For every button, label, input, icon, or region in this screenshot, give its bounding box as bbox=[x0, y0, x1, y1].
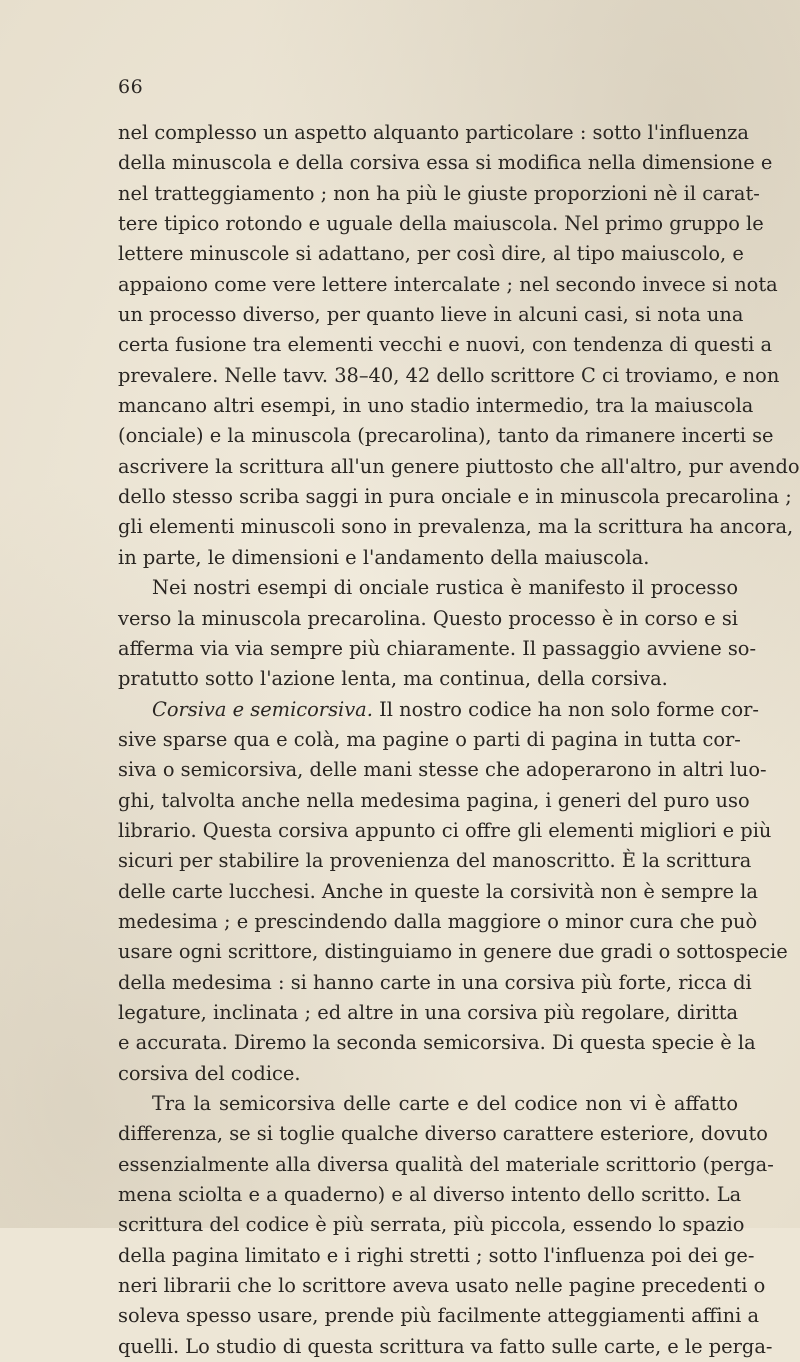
text-line: essenzialmente alla diversa qualità del materiale scrittorio (perga- bbox=[118, 1152, 774, 1176]
text-line: un processo diverso, per quanto lieve in alcuni casi, si nota una bbox=[118, 303, 744, 327]
text-line: afferma via via sempre più chiaramente. Il passaggio avviene so- bbox=[118, 636, 757, 660]
text-line: dello stesso scriba saggi in pura onciale e in minuscola precarolina ; bbox=[118, 485, 792, 509]
text-line: prevalere. Nelle tavv. 38–40, 42 dello scrittore C ci troviamo, e non bbox=[118, 363, 780, 387]
text-line: appaiono come vere lettere intercalate ; nel secondo invece si nota bbox=[118, 272, 778, 296]
body-text bbox=[118, 118, 800, 1362]
text-line: quelli. Lo studio di questa scrittura va fatto sulle carte, e le perga- bbox=[118, 1334, 773, 1358]
text-line: ascrivere la scrittura all'un genere piuttosto che all'altro, pur avendo bbox=[118, 454, 800, 478]
text-line: scrittura del codice è più serrata, più piccola, essendo lo spazio bbox=[118, 1213, 745, 1237]
text-line: nel tratteggiamento ; non ha più le giuste proporzioni nè il carat- bbox=[118, 181, 760, 205]
page-number: 66 bbox=[118, 76, 144, 98]
text-line: usare ogni scrittore, distinguiamo in genere due gradi o sottospecie bbox=[118, 940, 788, 964]
text-line: gli elementi minuscoli sono in prevalenza, ma la scrittura ha ancora, bbox=[118, 515, 794, 539]
text-line: della medesima : si hanno carte in una corsiva più forte, ricca di bbox=[118, 970, 752, 994]
text-line: nel complesso un aspetto alquanto particolare : sotto l'influenza bbox=[118, 121, 749, 144]
text-line: librario. Questa corsiva appunto ci offre gli elementi migliori e più bbox=[118, 818, 772, 842]
text-line: ghi, talvolta anche nella medesima pagina, i generi del puro uso bbox=[118, 788, 750, 812]
text-line: delle carte lucchesi. Anche in queste la corsività non è sempre la bbox=[118, 879, 758, 903]
text-line: lettere minuscole si adattano, per così dire, al tipo maiuscolo, e bbox=[118, 242, 744, 266]
text-line: medesima ; e prescindendo dalla maggiore o minor cura che può bbox=[118, 909, 758, 933]
text-line: (onciale) e la minuscola (precarolina), tanto da rimanere incerti se bbox=[118, 424, 774, 448]
text-line: tere tipico rotondo e uguale della maiuscola. Nel primo gruppo le bbox=[118, 212, 764, 236]
text-line: Nei nostri esempi di onciale rustica è manifesto il processo bbox=[152, 576, 738, 600]
text-line: neri librarii che lo scrittore aveva usato nelle pagine precedenti o bbox=[118, 1274, 766, 1298]
text-line: e accurata. Diremo la seconda semicorsiva. Di questa specie è la bbox=[118, 1031, 756, 1055]
text-line: certa fusione tra elementi vecchi e nuovi, con tendenza di questi a bbox=[118, 333, 773, 357]
text-line: sive sparse qua e colà, ma pagine o parti di pagina in tutta cor- bbox=[118, 727, 741, 751]
text-line: legature, inclinata ; ed altre in una corsiva più regolare, diritta bbox=[118, 1000, 739, 1024]
text-line: Tra la semicorsiva delle carte e del codice non vi è affatto bbox=[152, 1092, 738, 1115]
text-line: differenza, se si toglie qualche diverso carattere esteriore, dovuto bbox=[118, 1122, 768, 1146]
text-line: della pagina limitato e i righi stretti ; sotto l'influenza poi dei ge- bbox=[118, 1243, 755, 1267]
section-heading: Corsiva e semicorsiva. bbox=[152, 697, 373, 721]
text-line: sicuri per stabilire la provenienza del manoscritto. È la scrittura bbox=[118, 849, 752, 873]
text-line: della minuscola e della corsiva essa si modifica nella dimensione e bbox=[118, 151, 773, 175]
text-line: pratutto sotto l'azione lenta, ma continua, della corsiva. bbox=[118, 667, 668, 691]
text-line: Il nostro codice ha non solo forme cor- bbox=[379, 697, 759, 721]
text-line: in parte, le dimensioni e l'andamento della maiuscola. bbox=[118, 545, 650, 569]
text-line: mancano altri esempi, in uno stadio intermedio, tra la maiuscola bbox=[118, 394, 754, 418]
section-first-line bbox=[118, 695, 759, 725]
text-line: mena sciolta e a quaderno) e al diverso intento dello scritto. La bbox=[118, 1183, 742, 1207]
text-line: soleva spesso usare, prende più facilmente atteggiamenti affini a bbox=[118, 1304, 760, 1328]
text-line: siva o semicorsiva, delle mani stesse che adoperarono in altri luo- bbox=[118, 758, 767, 782]
text-line: corsiva del codice. bbox=[118, 1061, 301, 1085]
text-line: verso la minuscola precarolina. Questo processo è in corso e si bbox=[118, 606, 738, 630]
